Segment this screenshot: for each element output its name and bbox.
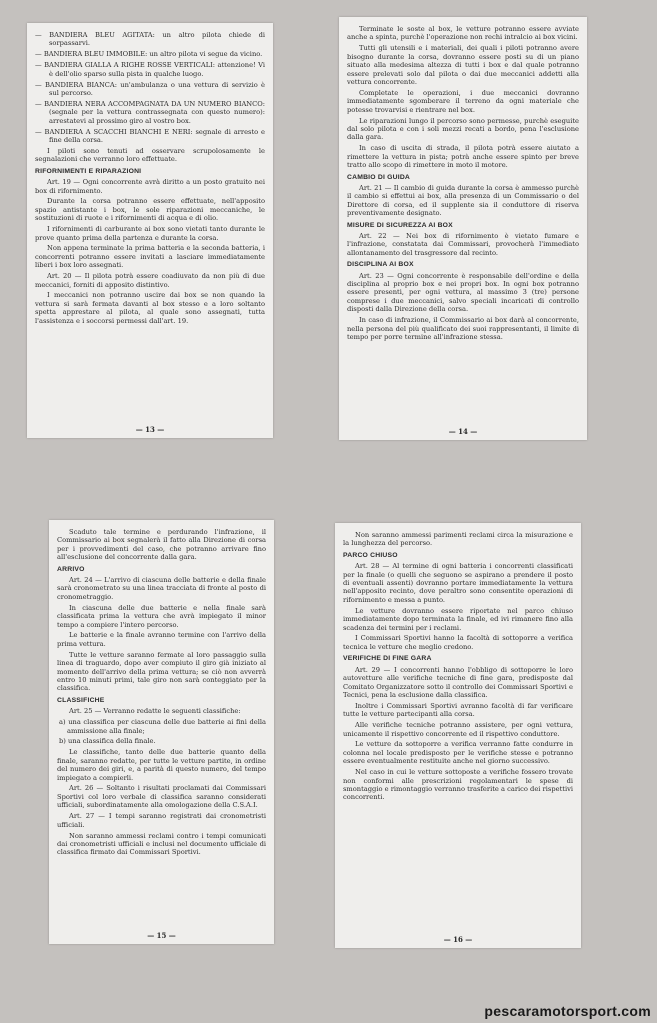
paragraph: Non appena terminate la prima batteria e la seconda batteria, i concorrenti potranno essere invitati a lasciare immediatamente liberi i box loro assegnati. bbox=[35, 244, 265, 270]
paragraph: I rifornimenti di carburante ai box sono vietati tanto durante le prove quanto prima della partenza e durante la corsa. bbox=[35, 225, 265, 242]
paragraph: Le riparazioni lungo il percorso sono permesse, purchè eseguite dal solo pilota e con i soli mezzi recati a bordo, pena l'esclusione dalla gara. bbox=[347, 116, 579, 142]
list-item: a) una classifica per ciascuna delle due batterie ai fini della ammissione alla finale; bbox=[59, 718, 266, 735]
page-number: — 14 — bbox=[448, 426, 478, 436]
page-number: — 15 — bbox=[147, 930, 176, 940]
page-number: — 16 — bbox=[443, 934, 473, 944]
paragraph: In caso di infrazione, il Commissario ai box darà al concorrente, nella persona del più qualificato dei suoi rappresentanti, il limite di tempo per porre termine all'infrazione stessa. bbox=[347, 316, 579, 341]
paragraph: Scaduto tale termine e perdurando l'infrazione, il Commissario ai box segnalerà il fatto alla Direzione di corsa per i provvedimenti del caso, che potranno arrivare fino all'esclusione del concorrente dalla gara. bbox=[57, 528, 266, 562]
paragraph: I meccanici non potranno uscire dai box se non quando la vettura si sarà fermata davanti al box stesso e a loro soltanto spetta apprestare al pilota, al quale sono assegnati, tutta l'assistenza e i soccorsi permessi dall'art. 19. bbox=[35, 291, 265, 325]
paragraph: Le classifiche, tanto delle due batterie quanto della finale, saranno redatte, per tutte le vetture partite, in ordine del numero dei giri, e, a parità di questo numero, del tempo impiegato a compierli. bbox=[57, 748, 266, 782]
article-25: Art. 25 — Verranno redatte le seguenti classifiche: bbox=[69, 707, 241, 716]
flag-item: — BANDIERA BLEU IMMOBILE: un altro pilota vi segue da vicino. bbox=[35, 50, 263, 59]
paragraph: Tutti gli utensili e i materiali, dei quali i piloti potranno avere bisogno durante la corsa, dovranno essere posti su di un piano situato alla medesima altezza di tutti i box e dal quale potranno essere prelevati solo dal pilota o dai due meccanici addetti alla vettura concorrente. bbox=[347, 44, 579, 86]
article-26: Art. 26 — Soltanto i risultati proclamati dai Commissari Sportivi col loro verbale di classifica saranno considerati ufficiali, subordinatamente alla omologazione della C.S.A.I. bbox=[57, 784, 266, 810]
flag-item: — BANDIERA BIANCA: un'ambulanza o una vettura di servizio è sul percorso. bbox=[35, 80, 265, 97]
section-heading: CLASSIFICHE bbox=[57, 696, 105, 704]
paragraph: Terminate le soste al box, le vetture potranno essere avviate anche a spinta, purchè l'operazione non rechi intralcio ai box vicini. bbox=[347, 25, 579, 42]
paragraph: Le vetture dovranno essere riportate nel parco chiuso immediatamente dopo terminata la finale, ed ivi rimanere fino alla scadenza dei termini per i reclami. bbox=[343, 606, 573, 632]
paragraph: Le batterie e la finale avranno termine con l'arrivo della prima vettura. bbox=[57, 631, 266, 648]
watermark-text: pescaramotorsport.com bbox=[484, 1003, 651, 1019]
paragraph: Nel caso in cui le vetture sottoposte a verifiche fossero trovate non conformi alle prescrizioni regolamentari le spese di smontaggio e rimontaggio verranno trasferite a carico dei rispettivi concorrenti. bbox=[343, 768, 573, 802]
article-27: Art. 27 — I tempi saranno registrati dai cronometristi ufficiali. bbox=[57, 812, 266, 829]
article-28: Art. 28 — Al termine di ogni batteria i concorrenti classificati per la finale (o quelli che seguono se aspirano a prendere il posto di eventuali assenti) dovranno portare immediatamente la vettura nell'apposito recinto, dove peraltro sono consentite operazioni di rifornimento e messa a punto. bbox=[343, 562, 573, 604]
section-heading: PARCO CHIUSO bbox=[343, 551, 398, 559]
article-19: Art. 19 — Ogni concorrente avrà diritto a un posto gratuito nei box di rifornimento. bbox=[35, 178, 265, 195]
section-heading: MISURE DI SICUREZZA AI BOX bbox=[347, 221, 453, 229]
paragraph: Non saranno ammessi reclami contro i tempi comunicati dai cronometristi ufficiali e inclusi nel documento ufficiale di classifica firmato dai Commissari Sportivi. bbox=[57, 831, 266, 857]
section-heading: VERIFICHE DI FINE GARA bbox=[343, 655, 432, 663]
flag-item: — BANDIERA NERA ACCOMPAGNATA DA UN NUMERO BIANCO: (segnale per la vettura contrassegnata con questo numero): arrestatevi al prossimo giro al vostro box. bbox=[35, 99, 265, 125]
page-number: — 13 — bbox=[135, 424, 165, 434]
flag-item: — BANDIERA BLEU AGITATA: un altro pilota chiede di sorpassarvi. bbox=[35, 31, 265, 48]
page-16 bbox=[335, 523, 581, 948]
section-heading: DISCIPLINA AI BOX bbox=[347, 261, 414, 269]
article-23: Art. 23 — Ogni concorrente è responsabile dell'ordine e della disciplina al proprio box e nei propri box. In ogni box potranno essere presenti, per ogni vettura, al massimo 3 (tre) persone comprese i due meccanici, salvo speciali incaricati di controllo disposti dalla Direzione della corsa. bbox=[347, 271, 579, 314]
article-29: Art. 29 — I concorrenti hanno l'obbligo di sottoporre le loro autovetture alle verifiche tecniche di fine gara, predisposte dal Comitato Organizzatore sotto il controllo dei Commissari Sportivi e Tecnici, pena la esclusione dalla classifica. bbox=[343, 665, 573, 699]
paragraph: Non saranno ammessi parimenti reclami circa la misurazione e la lunghezza del percorso. bbox=[343, 531, 573, 548]
paragraph: Inoltre i Commissari Sportivi avranno facoltà di far verificare tutte le vetture partecipanti alla corsa. bbox=[343, 701, 573, 719]
page-15 bbox=[49, 520, 274, 944]
section-heading: RIFORNIMENTI E RIPARAZIONI bbox=[35, 167, 142, 175]
paragraph: Tutte le vetture saranno fermate al loro passaggio sulla linea di traguardo, dopo aver compiuto il giro già iniziato al momento dell'arrivo della prima vettura; se ciò non avverrà entro 10 minuti primi, tale giro non sarà conteggiato per la classifica. bbox=[57, 650, 266, 693]
page-13 bbox=[27, 23, 273, 438]
section-heading: CAMBIO DI GUIDA bbox=[347, 173, 411, 181]
paragraph: In ciascuna delle due batterie e nella finale sarà classificata prima la vettura che avrà impiegato il minor tempo a compiere l'intero percorso. bbox=[57, 603, 266, 629]
section-heading: ARRIVO bbox=[57, 565, 85, 573]
article-20: Art. 20 — Il pilota potrà essere coadiuvato da non più di due meccanici, forniti di apposito distintivo. bbox=[35, 272, 265, 289]
article-24: Art. 24 — L'arrivo di ciascuna delle batterie e della finale sarà cronometrato su una linea tracciata di fronte al posto di cronometraggio. bbox=[57, 576, 266, 601]
paragraph: Durante la corsa potranno essere effettuate, nell'apposito spazio antistante i box, le sole riparazioni meccaniche, le sostituzioni di ruote e i rifornimenti di acqua e di olio. bbox=[35, 197, 265, 223]
paragraph: Completate le operazioni, i due meccanici dovranno immediatamente sgomberare il terreno da ogni materiale che potesse trovarvisi e rientrare nel box. bbox=[347, 88, 579, 114]
paragraph: Alle verifiche tecniche potranno assistere, per ogni vettura, unicamente il rispettivo concorrente ed il rispettivo conduttore. bbox=[343, 721, 573, 738]
paragraph: In caso di uscita di strada, il pilota potrà essere aiutato a rimettere la vettura in pista; potrà anche essere spinto per breve tratto allo scopo di rimettere in moto il motore. bbox=[347, 144, 579, 170]
paragraph: I Commissari Sportivi hanno la facoltà di sottoporre a verifica tecnica le vetture che meglio credono. bbox=[343, 634, 573, 651]
paragraph: Le vetture da sottoporre a verifica verranno fatte condurre in colonna nel locale predisposto per le verifiche stesse e potranno essere eventualmente restituite anche nel giorno successivo. bbox=[343, 740, 573, 766]
article-22: Art. 22 — Nei box di rifornimento è vietato fumare e l'infrazione, constatata dai Commissari, provocherà l'immediato allontanamento del trasgressore dal recinto. bbox=[347, 231, 579, 257]
article-21: Art. 21 — Il cambio di guida durante la corsa è ammesso purchè il cambio si effettui ai box, alla presenza di un Commissario o del Direttore di corsa, ed il supplente sia il conduttore di riserva preventivamente designato. bbox=[347, 183, 579, 218]
flag-item: — BANDIERA A SCACCHI BIANCHI E NERI: segnale di arresto e fine della corsa. bbox=[35, 127, 265, 144]
list-item: b) una classifica della finale. bbox=[59, 737, 156, 746]
page-14 bbox=[339, 17, 587, 440]
flag-item: — BANDIERA GIALLA A RIGHE ROSSE VERTICALI: attenzione! Vi è dell'olio sparso sulla pista in qualche luogo. bbox=[35, 61, 265, 78]
paragraph: I piloti sono tenuti ad osservare scrupolosamente le segnalazioni che verranno loro effettuate. bbox=[35, 146, 265, 164]
